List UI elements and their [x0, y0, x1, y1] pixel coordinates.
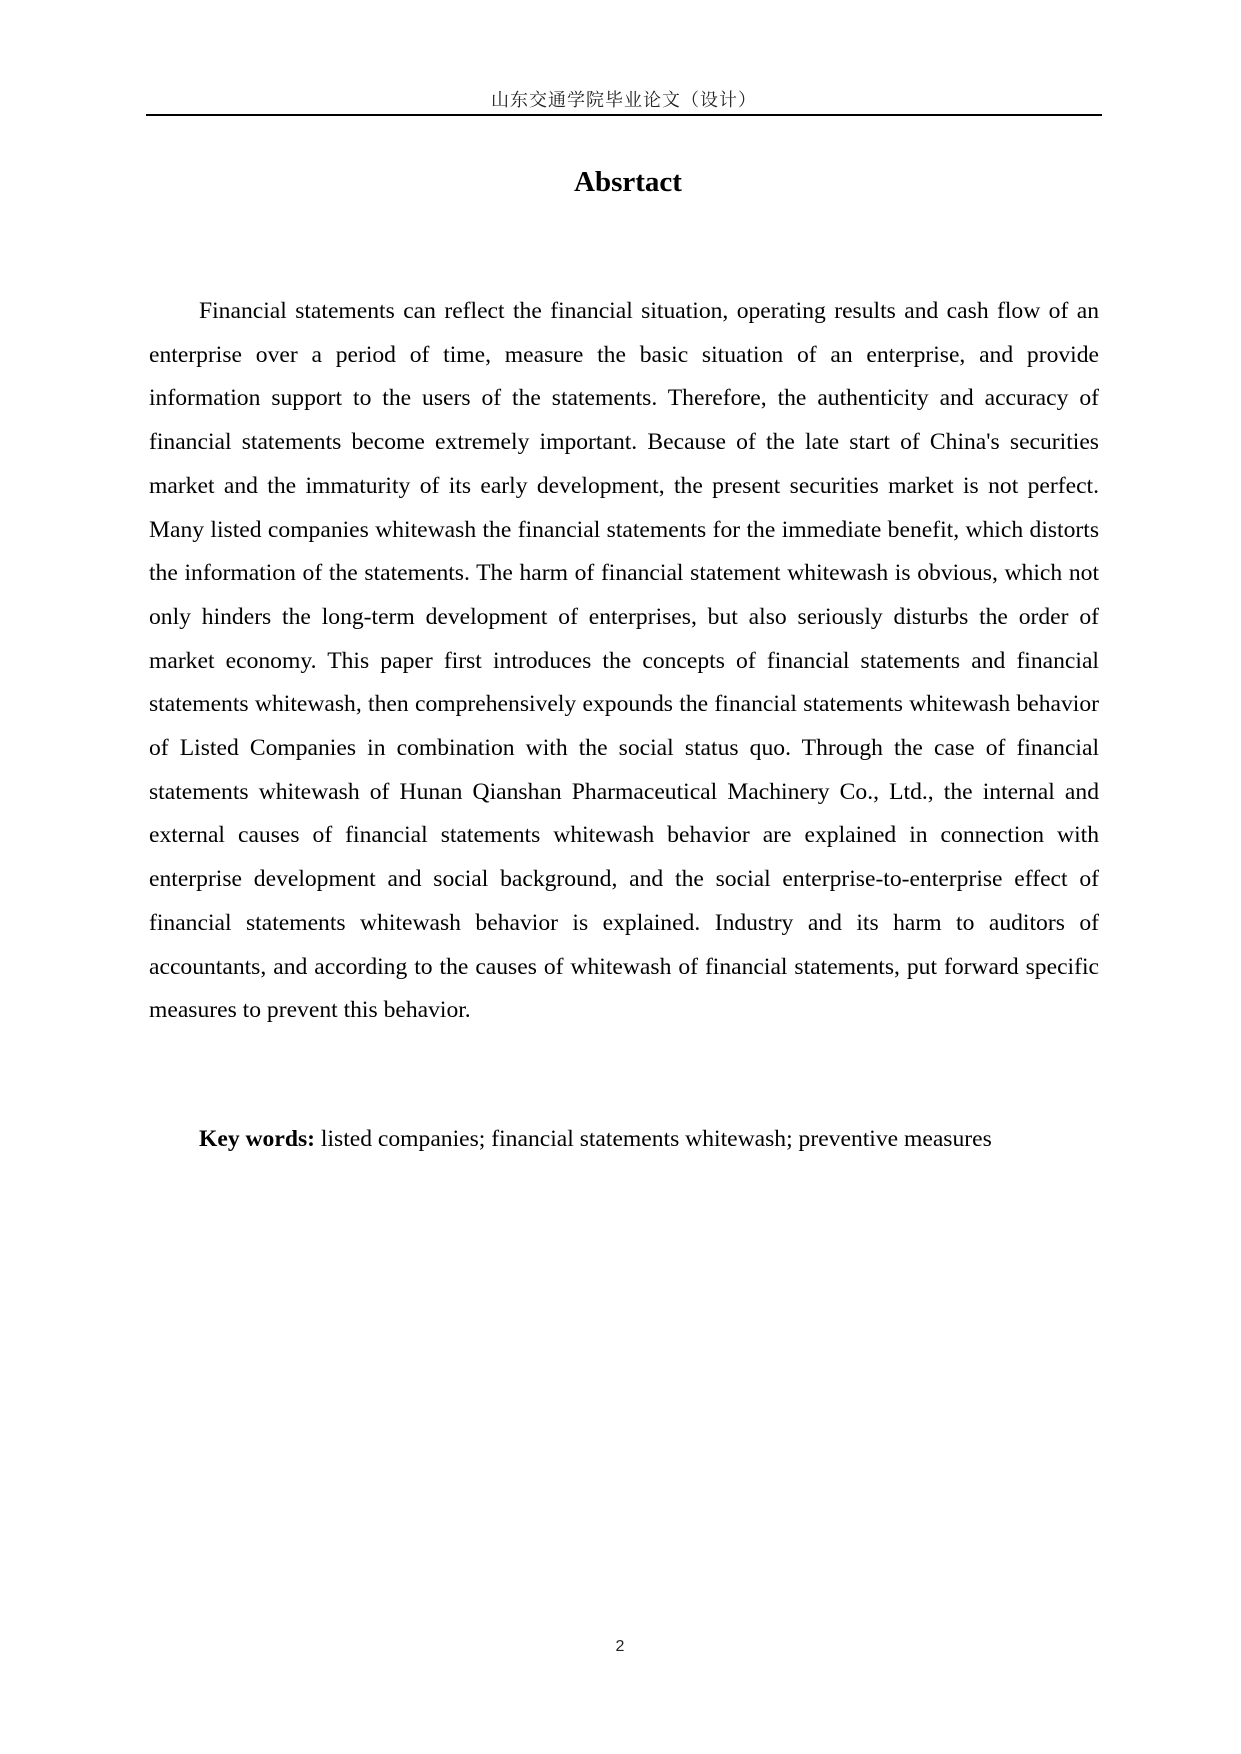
header-divider [146, 114, 1102, 116]
keywords-label: Key words: [199, 1126, 315, 1152]
keywords-line [199, 1118, 1119, 1161]
page-number: 2 [615, 1638, 625, 1655]
abstract-title: Absrtact [574, 166, 682, 198]
keywords-text: listed companies; financial statements whitewash; preventive measures [315, 1126, 992, 1152]
abstract-body: Financial statements can reflect the financial situation, operating results and cash flow of an enterprise over a period of time, measure the basic situation of an enterprise, and provide information support to the users of the statements. Therefore, the authenticity and accuracy of financial statements become extremely important. Because of the late start of China's securities market and the immaturity of its early development, the present securities market is not perfect. Many listed companies whitewash the financial statements for the immediate benefit, which distorts the information of the statements. The harm of financial statement whitewash is obvious, which not only hinders the long-term development of enterprises, but also seriously disturbs the order of market economy. This paper first introduces the concepts of financial statements and financial statements whitewash, then comprehensively expounds the financial statements whitewash behavior of Listed Companies in combination with the social status quo. Through the case of financial statements whitewash of Hunan Qianshan Pharmaceutical Machinery Co., Ltd., the internal and external causes of financial statements whitewash behavior are explained in connection with enterprise development and social background, and the social enterprise-to-enterprise effect of financial statements whitewash behavior is explained. Industry and its harm to auditors of accountants, and according to the causes of whitewash of financial statements, put forward specific measures to prevent this behavior. [149, 298, 1099, 1024]
page-header: 山东交通学院毕业论文（设计） [491, 90, 757, 111]
